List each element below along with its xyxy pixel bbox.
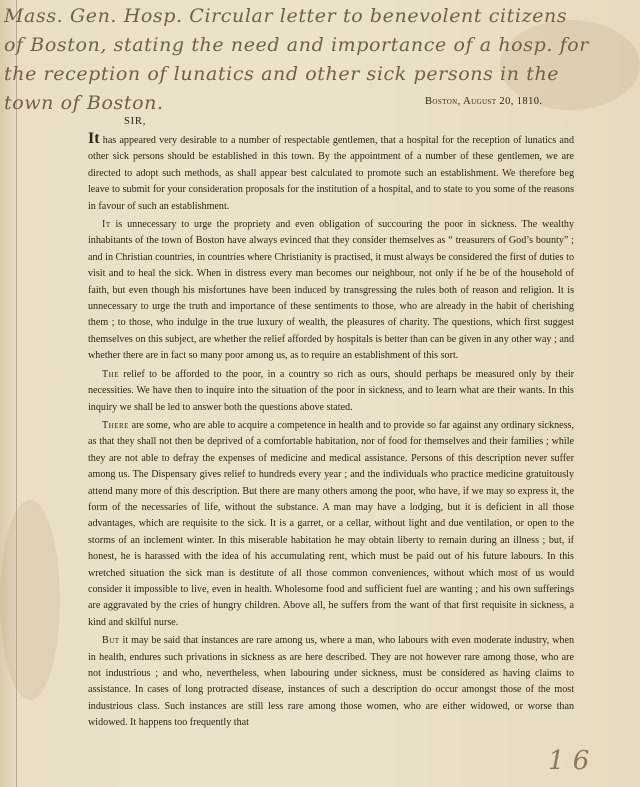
handwritten-line: Mass. Gen. Hosp. Circular letter to benevolent citizens [4, 5, 568, 27]
paragraph-text: relief to be afforded to the poor, in a country so rich as ours, should perhaps be measured only by their necessities. We have then to inquire into the situation of the poor in sickness, and to learn what are their wants. In this inquiry we shall be led to answer both the questions above stated. [88, 368, 574, 413]
paragraph-lead: The [102, 368, 119, 380]
paper-stain [0, 500, 60, 700]
paragraph [88, 217, 574, 365]
handwritten-line: town of Boston. [4, 92, 164, 114]
paragraph-text: is unnecessary to urge the propriety and even obligation of succouring the poor in sickness. The wealthy inhabitants of the town of Boston have always evinced that they consider themselves as “ treasurers of God’s bounty” ; and in Christian countries, in countries where Christianity is practised, it must always be considered the first of duties to visit and to heal the sick. When in distress every man becomes our neighbour, not only if he be of the household of faith, but even though his misfortunes have been induced by transgressing the rules both of reason and religion. It is unnecessary to urge the truth and importance of these sentiments to those, who are already in the habit of cherishing them ; to those, who indulge in the true luxury of wealth, the pleasures of charity. The questions, which first suggest themselves on this subject, are whether the relief afforded by hospitals is better than can be given in any other way ; and whether there are in fact so many poor among us, as to require an establishment of this sort. [88, 219, 574, 362]
paragraph-text: has appeared very desirable to a number of respectable gentlemen, that a hospital for the reception of lunatics and other sick persons should be established in this town. By the appointment of a number of these gentlemen, we are directed to adopt such methods, as shall appear best calculated to promote such an establishment. We therefore beg leave to submit for your consideration proposals for the institution of a hospital, and to state to you some of the reasons in favour of such an establishment. [88, 135, 574, 212]
paragraph-text: are some, who are able to acquire a competence in health and to provide so far against any ordinary sickness, as that they shall not then be deprived of a comfortable habitation, nor of food for themselves and their families ; while they are not able to defray the expenses of medicine and medical assistance. Persons of this description never suffer among us. The Dispensary gives relief to hundreds every year ; and the individuals who practice medicine gratuitously attend many more of this description. But there are many others among the poor, who have, if we may so express it, the form of the necessaries of life, without the substance. A man may have a lodging, but it is deficient in all those advantages, which are requisite to the sick. It is a garret, or a cellar, without light and due ventilation, or open to the storms of an inclement winter. In this miserable habitation he may obtain liberty to remain during an illness ; but, if honest, he is harassed with the idea of his accumulating rent, which must be paid out of his future labours. In this wretched situation the sick man is destitute of all those common conveniences, without which most of us would consider it impossible to live, even in health. Wholesome food and sufficient fuel are wanting ; and his own sufferings are aggravated by the cries of hungry children. Above all, he suffers from the want of that first requisite in sickness, a kind and skilful nurse. [88, 419, 574, 628]
paragraph [88, 633, 574, 731]
paragraph-lead: It [102, 219, 111, 231]
paragraph [88, 418, 574, 631]
handwritten-line: of Boston, stating the need and importance of a hosp. for [4, 34, 589, 56]
letter-body [88, 130, 574, 734]
handwritten-line: the reception of lunatics and other sick persons in the [4, 63, 560, 85]
salutation: SIR, [124, 116, 147, 127]
page-edge-line [16, 0, 17, 787]
marginal-note: 1 6 [548, 746, 590, 776]
paragraph-text: it may be said that instances are rare among us, where a man, who labours with even moderate industry, when in health, endures such privations in sickness as are here described. They are not however rare among those, who are not industrious ; and who, nevertheless, when labouring under sickness, must be considered as having claims to assistance. In cases of long protracted disease, instances of such a description do occur amongst those of the most industrious class. Such instances are still less rare among those women, who are either widowed, or worse than widowed. It happens too frequently that [88, 635, 574, 729]
paragraph-lead: It [88, 130, 100, 147]
dateline: Boston, August 20, 1810. [425, 96, 543, 107]
paragraph [88, 367, 574, 416]
paragraph-lead: There [102, 419, 129, 431]
paragraph [88, 130, 574, 215]
paragraph-lead: But [102, 635, 120, 647]
